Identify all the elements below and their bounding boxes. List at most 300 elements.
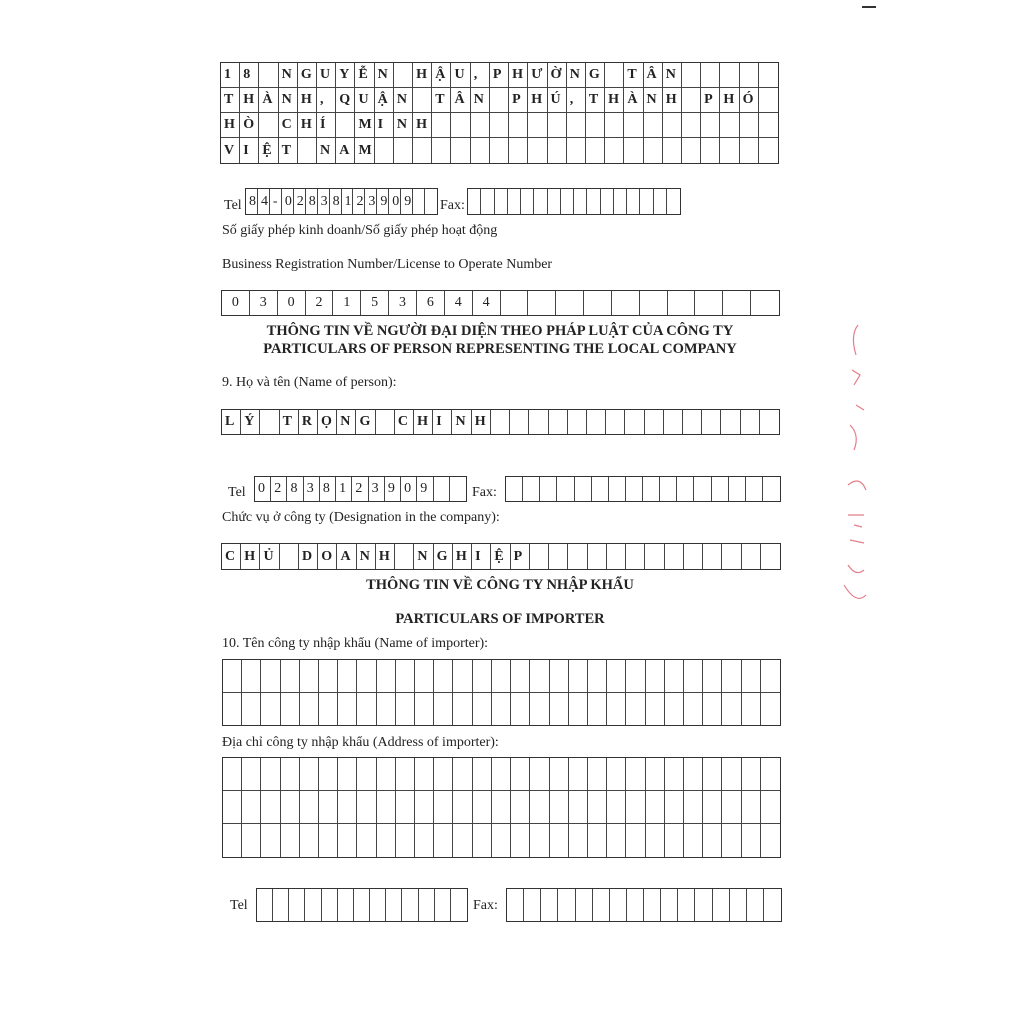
grid-cell[interactable]: N [663,63,682,88]
grid-cell[interactable] [640,189,653,214]
grid-cell[interactable]: 0 [282,189,294,214]
grid-cell[interactable] [703,758,722,791]
grid-cell[interactable] [511,758,530,791]
company-address-grid[interactable] [220,62,779,164]
grid-cell[interactable] [419,889,435,921]
grid-cell[interactable] [550,758,569,791]
grid-cell[interactable]: 8 [240,63,259,88]
grid-cell[interactable] [471,113,490,138]
grid-cell[interactable] [300,693,319,726]
grid-cell[interactable]: , [317,88,336,113]
grid-cell[interactable] [759,88,778,113]
grid-cell[interactable] [569,791,588,824]
grid-cell[interactable] [626,791,645,824]
grid-cell[interactable] [556,291,584,315]
grid-cell[interactable] [664,410,683,434]
grid-cell[interactable] [261,660,280,693]
grid-cell[interactable]: L [222,410,241,434]
grid-cell[interactable] [701,138,720,163]
grid-cell[interactable] [490,138,509,163]
grid-cell[interactable]: 2 [352,477,368,501]
grid-cell[interactable] [450,477,466,501]
grid-cell[interactable] [722,660,741,693]
grid-cell[interactable] [742,693,761,726]
grid-cell[interactable] [396,824,415,857]
grid-cell[interactable] [453,660,472,693]
grid-cell[interactable] [242,824,261,857]
person-name-field[interactable] [221,409,780,435]
grid-cell[interactable]: Ọ [318,410,337,434]
grid-cell[interactable] [319,791,338,824]
grid-cell[interactable]: 1 [333,291,361,315]
grid-cell[interactable]: H [413,113,432,138]
grid-cell[interactable] [377,693,396,726]
company-fax-field[interactable] [467,188,681,215]
grid-cell[interactable] [665,824,684,857]
grid-cell[interactable] [645,410,664,434]
grid-cell[interactable] [259,63,278,88]
grid-cell[interactable] [742,758,761,791]
grid-cell[interactable] [677,477,694,501]
grid-cell[interactable] [261,824,280,857]
grid-cell[interactable] [289,889,305,921]
person-fax-field[interactable] [505,476,781,502]
grid-cell[interactable]: T [586,88,605,113]
grid-cell[interactable] [377,791,396,824]
grid-cell[interactable] [300,758,319,791]
grid-cell[interactable] [665,660,684,693]
grid-cell[interactable] [473,791,492,824]
grid-cell[interactable]: 2 [353,189,365,214]
grid-cell[interactable]: N [375,63,394,88]
grid-cell[interactable] [627,189,640,214]
grid-cell[interactable] [507,889,524,921]
grid-cell[interactable] [609,477,626,501]
grid-cell[interactable] [588,660,607,693]
grid-cell[interactable] [490,88,509,113]
grid-cell[interactable]: C [222,544,241,569]
grid-cell[interactable]: Ú [548,88,567,113]
grid-cell[interactable] [357,791,376,824]
grid-cell[interactable]: N [357,544,376,569]
grid-cell[interactable] [473,824,492,857]
grid-cell[interactable] [451,889,467,921]
grid-cell[interactable] [394,138,413,163]
grid-cell[interactable] [281,791,300,824]
grid-cell[interactable] [319,758,338,791]
grid-cell[interactable] [530,758,549,791]
grid-cell[interactable] [722,758,741,791]
grid-cell[interactable] [712,477,729,501]
grid-cell[interactable] [722,824,741,857]
grid-cell[interactable] [434,693,453,726]
grid-cell[interactable] [625,410,644,434]
license-number-field[interactable] [221,290,780,316]
grid-cell[interactable] [624,138,643,163]
grid-cell[interactable] [644,889,661,921]
grid-cell[interactable] [376,410,395,434]
grid-cell[interactable]: 3 [250,291,278,315]
grid-cell[interactable]: 0 [389,189,401,214]
grid-cell[interactable]: H [414,410,433,434]
grid-cell[interactable] [453,758,472,791]
grid-cell[interactable] [471,138,490,163]
grid-cell[interactable] [684,758,703,791]
grid-cell[interactable] [257,889,273,921]
grid-cell[interactable] [453,693,472,726]
grid-cell[interactable] [451,113,470,138]
grid-cell[interactable]: H [241,544,260,569]
grid-cell[interactable] [740,63,759,88]
grid-cell[interactable]: N [567,63,586,88]
grid-cell[interactable] [413,138,432,163]
grid-cell[interactable] [665,791,684,824]
grid-cell[interactable]: T [279,138,298,163]
grid-cell[interactable] [280,544,299,569]
grid-cell[interactable] [298,138,317,163]
grid-cell[interactable]: , [471,63,490,88]
grid-cell[interactable] [567,138,586,163]
grid-cell[interactable] [453,791,472,824]
grid-cell[interactable]: P [509,88,528,113]
grid-cell[interactable]: Ư [528,63,547,88]
grid-cell[interactable] [534,189,547,214]
grid-cell[interactable] [646,660,665,693]
grid-cell[interactable] [550,693,569,726]
grid-cell[interactable] [521,189,534,214]
grid-cell[interactable] [760,410,779,434]
grid-cell[interactable] [242,693,261,726]
grid-cell[interactable]: Ệ [259,138,278,163]
grid-cell[interactable]: 9 [385,477,401,501]
grid-cell[interactable] [509,138,528,163]
grid-cell[interactable] [432,113,451,138]
grid-cell[interactable] [300,660,319,693]
grid-cell[interactable] [491,410,510,434]
grid-cell[interactable]: 2 [294,189,306,214]
grid-cell[interactable]: T [221,88,240,113]
grid-cell[interactable] [511,824,530,857]
grid-cell[interactable] [729,477,746,501]
grid-cell[interactable] [338,889,354,921]
grid-cell[interactable] [702,410,721,434]
grid-cell[interactable] [435,889,451,921]
grid-cell[interactable] [281,693,300,726]
grid-cell[interactable] [646,758,665,791]
grid-cell[interactable] [548,138,567,163]
grid-cell[interactable] [626,477,643,501]
grid-cell[interactable] [568,410,587,434]
grid-cell[interactable]: 3 [318,189,330,214]
grid-cell[interactable] [643,477,660,501]
grid-cell[interactable] [663,138,682,163]
grid-cell[interactable]: 1 [221,63,240,88]
grid-cell[interactable] [567,113,586,138]
grid-cell[interactable]: T [432,88,451,113]
grid-cell[interactable] [607,693,626,726]
grid-cell[interactable] [377,660,396,693]
grid-cell[interactable]: 2 [271,477,287,501]
grid-cell[interactable] [682,88,701,113]
grid-cell[interactable]: I [375,113,394,138]
grid-cell[interactable] [530,791,549,824]
grid-cell[interactable]: M [355,138,374,163]
grid-cell[interactable] [511,660,530,693]
grid-cell[interactable]: 8 [246,189,258,214]
grid-cell[interactable] [720,113,739,138]
grid-cell[interactable] [357,693,376,726]
grid-cell[interactable]: Q [336,88,355,113]
grid-cell[interactable] [413,189,425,214]
grid-cell[interactable]: Ò [240,113,259,138]
grid-cell[interactable] [722,791,741,824]
grid-cell[interactable]: 1 [336,477,352,501]
grid-cell[interactable] [319,660,338,693]
grid-cell[interactable] [646,791,665,824]
grid-cell[interactable] [610,889,627,921]
grid-cell[interactable] [506,477,523,501]
grid-cell[interactable]: N [471,88,490,113]
grid-cell[interactable]: 9 [401,189,413,214]
grid-cell[interactable]: 0 [255,477,271,501]
grid-cell[interactable] [370,889,386,921]
grid-cell[interactable] [644,113,663,138]
grid-cell[interactable] [377,758,396,791]
grid-cell[interactable] [742,824,761,857]
grid-cell[interactable]: R [299,410,318,434]
grid-cell[interactable] [530,824,549,857]
grid-cell[interactable]: À [259,88,278,113]
grid-cell[interactable]: H [298,88,317,113]
grid-cell[interactable] [300,824,319,857]
grid-cell[interactable] [242,758,261,791]
grid-cell[interactable] [683,410,702,434]
grid-cell[interactable]: Â [451,88,470,113]
grid-cell[interactable] [396,758,415,791]
grid-cell[interactable] [763,477,780,501]
grid-cell[interactable] [607,660,626,693]
grid-cell[interactable] [742,660,761,693]
grid-cell[interactable] [569,824,588,857]
person-tel-field[interactable] [254,476,467,502]
grid-cell[interactable] [588,791,607,824]
grid-cell[interactable] [550,660,569,693]
grid-cell[interactable]: G [434,544,453,569]
grid-cell[interactable] [395,544,414,569]
grid-cell[interactable] [695,291,723,315]
grid-cell[interactable] [586,113,605,138]
grid-cell[interactable] [646,824,665,857]
grid-cell[interactable] [415,791,434,824]
grid-cell[interactable] [654,189,667,214]
grid-cell[interactable] [375,138,394,163]
grid-cell[interactable]: 0 [222,291,250,315]
grid-cell[interactable] [663,113,682,138]
grid-cell[interactable]: Â [644,63,663,88]
grid-cell[interactable]: Ó [740,88,759,113]
grid-cell[interactable]: H [413,63,432,88]
grid-cell[interactable]: D [299,544,318,569]
grid-cell[interactable] [558,889,575,921]
grid-cell[interactable] [396,693,415,726]
grid-cell[interactable] [601,189,614,214]
grid-cell[interactable]: C [395,410,414,434]
grid-cell[interactable]: N [394,88,413,113]
grid-cell[interactable] [473,660,492,693]
grid-cell[interactable] [701,63,720,88]
grid-cell[interactable] [667,189,680,214]
grid-cell[interactable]: I [472,544,491,569]
grid-cell[interactable]: Ễ [355,63,374,88]
grid-cell[interactable]: I [240,138,259,163]
grid-cell[interactable] [721,410,740,434]
grid-cell[interactable] [490,113,509,138]
grid-cell[interactable] [741,410,760,434]
grid-cell[interactable] [575,477,592,501]
grid-cell[interactable]: U [451,63,470,88]
grid-cell[interactable] [434,824,453,857]
grid-cell[interactable]: T [624,63,643,88]
grid-cell[interactable]: 6 [417,291,445,315]
grid-cell[interactable]: 8 [330,189,342,214]
grid-cell[interactable]: H [298,113,317,138]
grid-cell[interactable]: Ậ [432,63,451,88]
importer-address-field[interactable] [222,757,781,858]
grid-cell[interactable]: H [376,544,395,569]
grid-cell[interactable]: H [240,88,259,113]
grid-cell[interactable] [588,544,607,569]
grid-cell[interactable] [261,791,280,824]
grid-cell[interactable] [281,660,300,693]
grid-cell[interactable]: P [490,63,509,88]
grid-cell[interactable] [473,693,492,726]
grid-cell[interactable] [432,138,451,163]
grid-cell[interactable] [492,791,511,824]
grid-cell[interactable] [451,138,470,163]
grid-cell[interactable] [319,693,338,726]
grid-cell[interactable]: , [567,88,586,113]
grid-cell[interactable] [713,889,730,921]
grid-cell[interactable] [319,824,338,857]
grid-cell[interactable]: 8 [320,477,336,501]
grid-cell[interactable]: U [317,63,336,88]
grid-cell[interactable] [511,791,530,824]
grid-cell[interactable] [530,544,549,569]
grid-cell[interactable] [523,477,540,501]
grid-cell[interactable] [761,544,780,569]
grid-cell[interactable] [434,791,453,824]
grid-cell[interactable] [259,113,278,138]
grid-cell[interactable]: V [221,138,240,163]
grid-cell[interactable] [586,138,605,163]
grid-cell[interactable]: A [336,138,355,163]
grid-cell[interactable] [607,758,626,791]
grid-cell[interactable] [588,824,607,857]
grid-cell[interactable] [549,544,568,569]
grid-cell[interactable] [453,824,472,857]
designation-field[interactable] [221,543,781,570]
grid-cell[interactable]: N [337,410,356,434]
grid-cell[interactable]: Ờ [548,63,567,88]
grid-cell[interactable]: H [453,544,472,569]
grid-cell[interactable] [223,660,242,693]
grid-cell[interactable]: M [355,113,374,138]
grid-cell[interactable] [576,889,593,921]
grid-cell[interactable]: H [663,88,682,113]
grid-cell[interactable] [338,758,357,791]
grid-cell[interactable] [396,660,415,693]
grid-cell[interactable] [645,544,664,569]
grid-cell[interactable] [550,791,569,824]
grid-cell[interactable] [223,758,242,791]
grid-cell[interactable] [540,477,557,501]
grid-cell[interactable] [300,791,319,824]
grid-cell[interactable] [529,410,548,434]
grid-cell[interactable]: 4 [258,189,270,214]
grid-cell[interactable] [357,758,376,791]
grid-cell[interactable]: U [355,88,374,113]
importer-tel-field[interactable] [256,888,468,922]
grid-cell[interactable] [764,889,781,921]
grid-cell[interactable] [665,758,684,791]
grid-cell[interactable] [640,291,668,315]
grid-cell[interactable] [434,758,453,791]
grid-cell[interactable] [549,410,568,434]
grid-cell[interactable]: 9 [377,189,389,214]
grid-cell[interactable]: P [701,88,720,113]
grid-cell[interactable] [509,113,528,138]
grid-cell[interactable]: P [511,544,530,569]
grid-cell[interactable] [492,824,511,857]
grid-cell[interactable] [557,477,574,501]
grid-cell[interactable] [242,791,261,824]
grid-cell[interactable]: 8 [287,477,303,501]
grid-cell[interactable] [550,824,569,857]
grid-cell[interactable] [605,63,624,88]
grid-cell[interactable]: Ủ [260,544,279,569]
grid-cell[interactable] [357,824,376,857]
grid-cell[interactable] [434,477,450,501]
grid-cell[interactable] [703,824,722,857]
grid-cell[interactable] [665,693,684,726]
grid-cell[interactable]: 0 [401,477,417,501]
grid-cell[interactable] [548,113,567,138]
grid-cell[interactable] [606,410,625,434]
grid-cell[interactable] [761,693,780,726]
grid-cell[interactable] [682,63,701,88]
grid-cell[interactable] [661,889,678,921]
grid-cell[interactable] [508,189,521,214]
grid-cell[interactable] [665,544,684,569]
grid-cell[interactable] [614,189,627,214]
grid-cell[interactable] [338,791,357,824]
grid-cell[interactable] [701,113,720,138]
importer-fax-field[interactable] [506,888,782,922]
grid-cell[interactable] [587,410,606,434]
grid-cell[interactable] [336,113,355,138]
grid-cell[interactable] [626,824,645,857]
grid-cell[interactable]: H [221,113,240,138]
grid-cell[interactable] [722,544,741,569]
grid-cell[interactable] [281,758,300,791]
grid-cell[interactable] [612,291,640,315]
grid-cell[interactable]: 3 [365,189,377,214]
grid-cell[interactable] [720,138,739,163]
grid-cell[interactable]: Ệ [491,544,510,569]
grid-cell[interactable] [646,693,665,726]
grid-cell[interactable] [759,63,778,88]
grid-cell[interactable] [468,189,481,214]
